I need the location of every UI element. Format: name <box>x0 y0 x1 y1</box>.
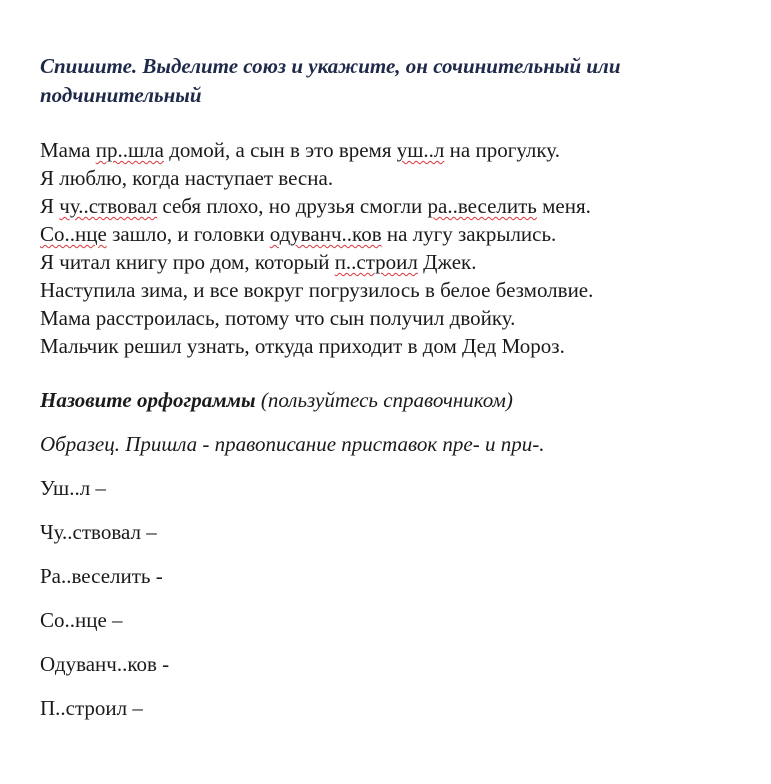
document-page <box>40 52 740 738</box>
sentence-text: Мальчик решил узнать, откуда приходит в дом Дед Мороз. <box>40 334 565 358</box>
misspelled-word: чу..ствовал <box>59 194 158 218</box>
sentence-text: зашло, и головки <box>106 222 270 246</box>
word-item: Ра..веселить - <box>40 564 163 588</box>
sentence-text: домой, а сын в это время <box>163 138 397 162</box>
word-item: П..строил – <box>40 696 143 720</box>
sentence-line <box>40 220 740 248</box>
word-item: Со..нце – <box>40 608 123 632</box>
sentence-line <box>40 276 740 304</box>
sentence-text: себя плохо, но друзья смогли <box>157 194 428 218</box>
word-item: Уш..л – <box>40 476 106 500</box>
task2-note: (пользуйтесь справочником) <box>255 388 513 412</box>
task2-example: Образец. Пришла - правописание приставок пре- и при-. <box>40 432 545 456</box>
sentence-text: Я <box>40 194 60 218</box>
sentence-line <box>40 192 740 220</box>
sentence-text: меня. <box>536 194 591 218</box>
misspelled-word: ра..веселить <box>427 194 537 218</box>
task1-heading: Спишите. Выделите союз и укажите, он сочинительный или подчинительный <box>40 54 621 107</box>
word-list <box>40 474 740 722</box>
sentence-list <box>40 136 740 360</box>
sentence-line <box>40 332 740 360</box>
misspelled-word: одуванч..ков <box>269 222 382 246</box>
word-item: Одуванч..ков - <box>40 652 170 676</box>
task2-heading <box>40 386 740 414</box>
misspelled-word: п..строил <box>334 250 418 274</box>
sentence-line <box>40 136 740 164</box>
sentence-text: Я читал книгу про дом, который <box>40 250 335 274</box>
misspelled-word: уш..л <box>396 138 445 162</box>
sentence-text: на лугу закрылись. <box>381 222 557 246</box>
sentence-line <box>40 248 740 276</box>
sentence-line <box>40 164 740 192</box>
misspelled-word: пр..шла <box>95 138 164 162</box>
task2-title: Назовите орфограммы <box>40 388 256 412</box>
word-item: Чу..ствовал – <box>40 520 157 544</box>
sentence-text: Джек. <box>417 250 477 274</box>
sentence-line <box>40 304 740 332</box>
misspelled-word: Со..нце <box>40 222 107 246</box>
sentence-text: Мама <box>40 138 96 162</box>
sentence-text: Мама расстроилась, потому что сын получил двойку. <box>40 306 516 330</box>
sentence-text: Я люблю, когда наступает весна. <box>40 166 334 190</box>
sentence-text: на прогулку. <box>444 138 560 162</box>
sentence-text: Наступила зима, и все вокруг погрузилось в белое безмолвие. <box>40 278 594 302</box>
